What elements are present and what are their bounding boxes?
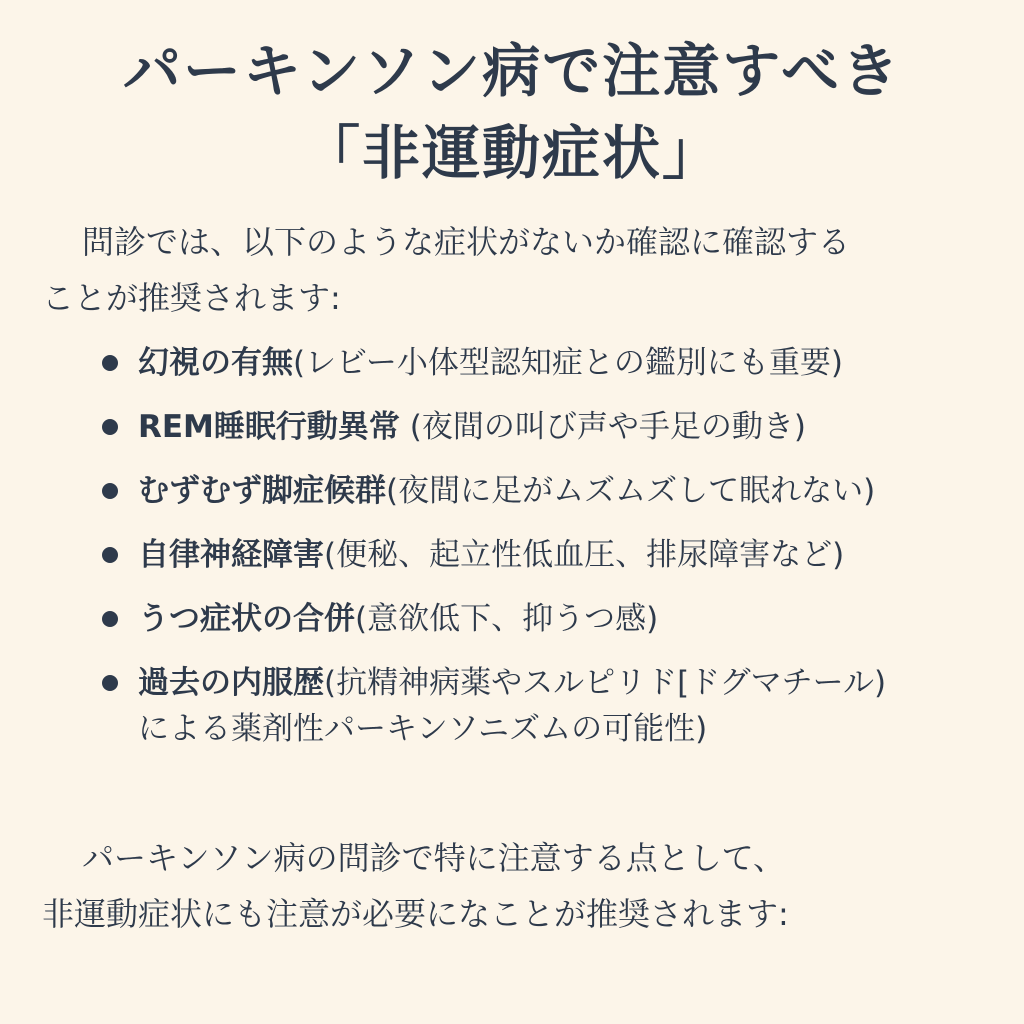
list-item-heading: うつ症状の合併 [138, 601, 355, 637]
list-item-rem-sleep-disorder [100, 404, 1010, 450]
symptom-list [100, 340, 1010, 770]
bullet-icon [102, 547, 118, 563]
list-item-detail: (便秘、起立性低血圧、排尿障害など) [324, 537, 845, 573]
list-item-heading: 自律神経障害 [138, 537, 324, 573]
list-item-detail: (レビー小体型認知症との鑑別にも重要) [293, 345, 843, 381]
title-line-1: パーキンソン病で注意すべき [122, 37, 902, 105]
list-item-visual-hallucination [100, 340, 1010, 386]
intro-line-2: ことが推奨されます: [42, 279, 341, 317]
list-item-detail: (抗精神病薬やスルピリド[ドグマチール) [324, 665, 887, 701]
list-item-depression [100, 596, 1010, 642]
list-item-heading: 幻視の有無 [138, 345, 293, 381]
intro-paragraph [42, 214, 1002, 326]
list-item-heading: REM睡眠行動異常 [138, 409, 400, 445]
bullet-icon [102, 483, 118, 499]
list-item-heading: 過去の内服歴 [138, 665, 324, 701]
outro-line-2: 非運動症状にも注意が必要になことが推奨されます: [42, 895, 789, 933]
list-item-continuation: による薬剤性パーキンソニズムの可能性) [138, 711, 708, 747]
list-item-detail: (夜間に足がムズムズして眠れない) [386, 473, 876, 509]
bullet-icon [102, 611, 118, 627]
title-line-2: 「非運動症状」 [301, 119, 722, 187]
bullet-icon [102, 675, 118, 691]
list-item-autonomic-dysfunction [100, 532, 1010, 578]
outro-line-1: パーキンソン病の問診で特に注意する点として、 [82, 839, 786, 877]
list-item-restless-legs [100, 468, 1010, 514]
intro-line-1: 問診では、以下のような症状がないか確認に確認する [82, 223, 851, 261]
bullet-icon [102, 419, 118, 435]
closing-paragraph [42, 830, 1002, 942]
list-item-detail: (夜間の叫び声や手足の動き) [399, 409, 806, 445]
list-item-medication-history [100, 660, 1010, 752]
page-title [0, 30, 1024, 194]
list-item-heading: むずむず脚症候群 [138, 473, 386, 509]
bullet-icon [102, 355, 118, 371]
list-item-detail: (意欲低下、抑うつ感) [355, 601, 659, 637]
